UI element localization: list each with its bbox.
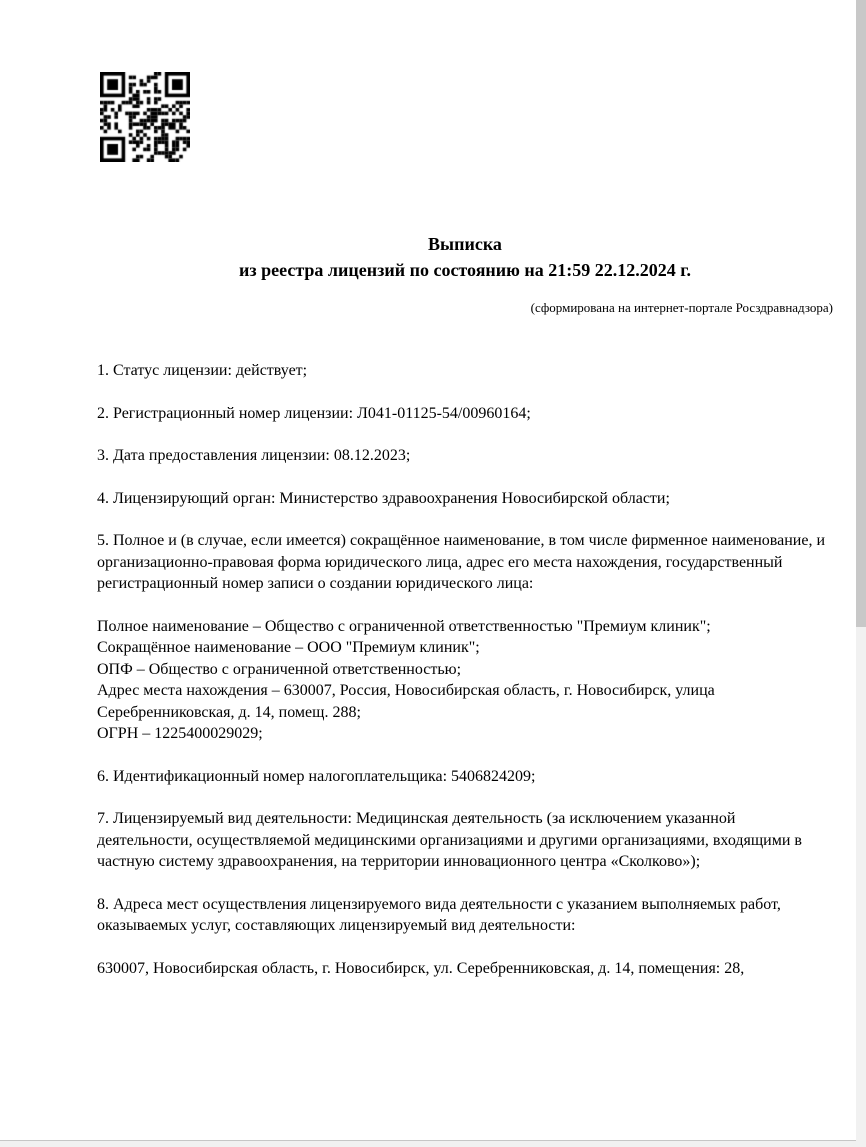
title-line-2: из реестра лицензий по состоянию на 21:59 22.12.2024 г. bbox=[239, 260, 691, 280]
paragraph-licensed-activity: 7. Лицензируемый вид деятельности: Медицинская деятельность (за исключением указанной деятельности, осуществляемой медицинскими организациями и другими организациями, входящими в частную систему здравоохранения, на территории инновационного центра «Сколково»); bbox=[97, 810, 802, 870]
vertical-scrollbar-thumb[interactable] bbox=[856, 0, 866, 627]
paragraph-license-status: 1. Статус лицензии: действует; bbox=[97, 362, 308, 379]
vertical-scrollbar[interactable] bbox=[856, 0, 866, 1147]
paragraph-activity-address: 630007, Новосибирская область, г. Новосибирск, ул. Серебренниковская, д. 14, помещения: 28, bbox=[97, 959, 745, 977]
document-subtitle: (сформирована на интернет-портале Росздравнадзора) bbox=[530, 300, 833, 315]
org-details-block bbox=[97, 616, 833, 745]
title-line-1: Выписка bbox=[428, 234, 502, 254]
org-full-name: Полное наименование – Общество с ограниченной ответственностью "Премиум клиник"; bbox=[97, 617, 711, 635]
org-legal-form: ОПФ – Общество с ограниченной ответственностью; bbox=[97, 660, 462, 678]
org-ogrn: ОГРН – 1225400029029; bbox=[97, 725, 263, 742]
paragraph-activity-addresses-heading: 8. Адреса мест осуществления лицензируемого вида деятельности с указанием выполняемых работ, оказываемых услуг, составляющих лицензируемый вид деятельности: bbox=[97, 895, 781, 934]
paragraph-registration-number: 2. Регистрационный номер лицензии: Л041-01125-54/00960164; bbox=[97, 404, 531, 422]
paragraph-licensing-authority: 4. Лицензирующий орган: Министерство здравоохранения Новосибирской области; bbox=[97, 489, 670, 507]
org-address: Адрес места нахождения – 630007, Россия, Новосибирская область, г. Новосибирск, улица Серебренниковская, д. 14, помещ. 288; bbox=[97, 682, 715, 721]
qr-code-icon bbox=[100, 72, 190, 162]
paragraph-inn: 6. Идентификационный номер налогоплательщика: 5406824209; bbox=[97, 767, 536, 785]
document-title bbox=[97, 231, 833, 283]
document-body bbox=[97, 360, 833, 979]
org-short-name: Сокращённое наименование – ООО "Премиум клиник"; bbox=[97, 639, 480, 656]
paragraph-grant-date: 3. Дата предоставления лицензии: 08.12.2023; bbox=[97, 447, 411, 464]
horizontal-scrollbar[interactable] bbox=[0, 1140, 856, 1147]
paragraph-org-name-heading: 5. Полное и (в случае, если имеется) сокращённое наименование, в том числе фирменное наименование, и организационно-правовая форма юридического лица, адрес его места нахождения, государственный регистрационный номер записи о создании юридического лица: bbox=[97, 532, 826, 592]
